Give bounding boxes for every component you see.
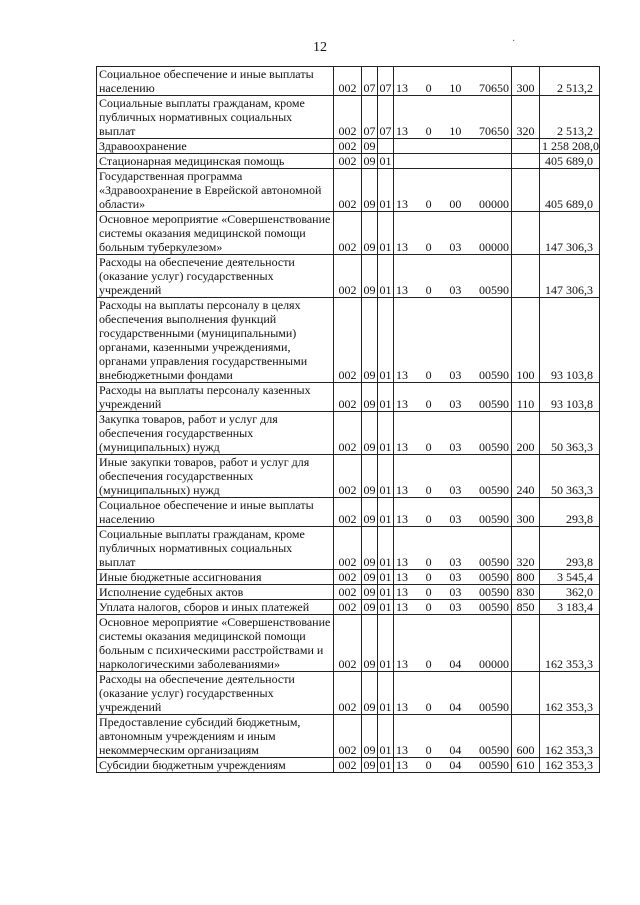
target-code-part: 03 — [449, 570, 462, 584]
table-row — [97, 455, 600, 498]
ministry-code: 002 — [334, 298, 362, 383]
amount-value: 362,0 — [540, 585, 600, 600]
target-article-code — [394, 758, 512, 773]
section-code: 07 — [362, 96, 378, 139]
table-row — [97, 498, 600, 527]
target-code-part: 04 — [449, 700, 462, 714]
expense-name: Субсидии бюджетным учреждениям — [97, 758, 334, 773]
target-code-part: 10 — [449, 81, 462, 95]
expense-name: Расходы на выплаты персоналу в целях обеспечения выполнения функций государственными (муниципальными) органами, казенными учреждениями, органами управления государственными внебюджетными фондами — [97, 298, 334, 383]
subsection-code: 01 — [378, 715, 394, 758]
target-code-part: 70650 — [478, 124, 509, 138]
ministry-code: 002 — [334, 212, 362, 255]
corner-mark: · — [512, 36, 516, 47]
expense-type-code — [512, 154, 540, 169]
ministry-code: 002 — [334, 715, 362, 758]
subsection-code: 07 — [378, 96, 394, 139]
target-code-part: 03 — [449, 512, 462, 526]
subsection-code: 01 — [379, 585, 392, 599]
expense-name: Государственная программа «Здравоохранение в Еврейской автономной области» — [97, 169, 334, 212]
expense-type-code: 850 — [512, 600, 540, 615]
target-code-part: 04 — [449, 743, 462, 757]
expense-name: Расходы на обеспечение деятельности (оказание услуг) государственных учреждений — [97, 255, 334, 298]
subsection-code: 01 — [378, 527, 394, 570]
table-row — [97, 585, 600, 600]
target-code-part: 00590 — [478, 600, 509, 614]
table-row — [97, 715, 600, 758]
section-code: 09 — [363, 600, 376, 614]
section-code: 09 — [362, 498, 378, 527]
ministry-code: 002 — [334, 169, 362, 212]
target-article-code — [394, 585, 512, 600]
target-article-code — [394, 600, 512, 615]
section-code: 09 — [362, 527, 378, 570]
table-row — [97, 412, 600, 455]
expense-type-code: 100 — [512, 298, 540, 383]
subsection-code: 01 — [378, 255, 394, 298]
amount-value: 50 363,3 — [540, 412, 600, 455]
ministry-code: 002 — [334, 139, 362, 154]
amount-value: 162 353,3 — [540, 758, 600, 773]
subsection-code: 01 — [379, 600, 392, 614]
subsection-code: 01 — [378, 412, 394, 455]
amount-value: 147 306,3 — [540, 212, 600, 255]
section-code: 09 — [363, 585, 376, 599]
ministry-code: 002 — [334, 255, 362, 298]
target-code-part: 03 — [449, 240, 462, 254]
ministry-code: 002 — [334, 758, 362, 773]
target-code-part: 0 — [425, 758, 432, 772]
ministry-code: 002 — [334, 455, 362, 498]
ministry-code: 002 — [334, 585, 362, 600]
amount-value: 405 689,0 — [540, 154, 600, 169]
expense-name: Расходы на обеспечение деятельности (оказание услуг) государственных учреждений — [97, 672, 334, 715]
expense-type-code: 800 — [512, 570, 540, 585]
target-code-part: 03 — [449, 397, 462, 411]
table-row — [97, 154, 600, 169]
target-code-part: 10 — [449, 124, 462, 138]
target-code-part: 00 — [449, 197, 462, 211]
section-code: 09 — [362, 212, 378, 255]
target-code-part: 13 — [396, 197, 408, 211]
amount-value: 293,8 — [540, 527, 600, 570]
expense-type-code: 830 — [512, 585, 540, 600]
amount-value: 93 103,8 — [540, 383, 600, 412]
amount-value: 293,8 — [540, 498, 600, 527]
subsection-code: 01 — [378, 383, 394, 412]
expense-type-code: 240 — [512, 455, 540, 498]
expense-type-code: 200 — [512, 412, 540, 455]
expense-name: Основное мероприятие «Совершенствование системы оказания медицинской помощи больным с психическими расстройствами и наркологическими заболеваниями» — [97, 615, 334, 672]
table-row — [97, 527, 600, 570]
target-code-part: 13 — [396, 570, 408, 584]
target-code-part: 13 — [396, 512, 408, 526]
target-code-part: 00590 — [478, 440, 509, 454]
target-code-part: 03 — [449, 440, 462, 454]
target-code-part: 0 — [425, 124, 432, 138]
section-code: 09 — [363, 758, 376, 772]
target-code-part: 00590 — [478, 758, 509, 772]
target-code-part: 03 — [449, 555, 462, 569]
target-code-part: 0 — [425, 585, 432, 599]
section-code: 09 — [362, 298, 378, 383]
amount-value: 162 353,3 — [540, 715, 600, 758]
expense-name: Социальное обеспечение и иные выплаты населению — [97, 498, 334, 527]
target-code-part: 00000 — [478, 240, 509, 254]
expense-name: Закупка товаров, работ и услуг для обеспечения государственных (муниципальных) нужд — [97, 412, 334, 455]
expense-type-code: 600 — [512, 715, 540, 758]
target-code-part: 0 — [425, 700, 432, 714]
section-code: 09 — [363, 139, 376, 153]
table-row — [97, 298, 600, 383]
amount-value: 50 363,3 — [540, 455, 600, 498]
target-article-code — [394, 154, 512, 169]
expense-type-code — [512, 212, 540, 255]
target-code-part: 13 — [396, 483, 408, 497]
target-code-part: 13 — [396, 555, 408, 569]
target-article-code — [394, 255, 512, 298]
amount-value: 2 513,2 — [540, 67, 600, 96]
target-article-code — [394, 715, 512, 758]
target-code-part: 03 — [449, 283, 462, 297]
amount-value: 2 513,2 — [540, 96, 600, 139]
expense-name: Социальное обеспечение и иные выплаты населению — [97, 67, 334, 96]
expense-name: Иные бюджетные ассигнования — [97, 570, 334, 585]
expense-name: Иные закупки товаров, работ и услуг для обеспечения государственных (муниципальных) нужд — [97, 455, 334, 498]
ministry-code: 002 — [334, 96, 362, 139]
target-code-part: 00590 — [478, 585, 509, 599]
ministry-code: 002 — [334, 383, 362, 412]
subsection-code: 01 — [378, 455, 394, 498]
ministry-code: 002 — [334, 570, 362, 585]
target-article-code — [394, 139, 512, 154]
target-code-part: 0 — [425, 657, 432, 671]
subsection-code: 01 — [379, 570, 392, 584]
section-code: 09 — [362, 169, 378, 212]
amount-value: 3 183,4 — [540, 600, 600, 615]
target-code-part: 13 — [396, 585, 408, 599]
target-code-part: 00590 — [478, 368, 509, 382]
target-article-code — [394, 412, 512, 455]
target-code-part: 0 — [425, 600, 432, 614]
subsection-code — [378, 139, 394, 154]
amount-value: 162 353,3 — [540, 672, 600, 715]
target-code-part: 0 — [425, 570, 432, 584]
expense-name: Уплата налогов, сборов и иных платежей — [97, 600, 334, 615]
section-code: 09 — [362, 383, 378, 412]
target-code-part: 03 — [449, 585, 462, 599]
page-number: 12 — [313, 40, 327, 55]
subsection-code: 01 — [378, 615, 394, 672]
expense-name: Здравоохранение — [97, 139, 334, 154]
target-code-part: 00590 — [478, 700, 509, 714]
table-row — [97, 570, 600, 585]
target-code-part: 00000 — [478, 657, 509, 671]
target-code-part: 0 — [425, 368, 432, 382]
budget-table-body — [97, 67, 600, 773]
expense-type-code: 320 — [512, 96, 540, 139]
expense-type-code — [512, 255, 540, 298]
ministry-code: 002 — [334, 67, 362, 96]
target-code-part: 00590 — [478, 283, 509, 297]
target-code-part: 13 — [396, 81, 408, 95]
expense-name: Основное мероприятие «Совершенствование системы оказания медицинской помощи больным туберкулезом» — [97, 212, 334, 255]
target-code-part: 13 — [396, 758, 408, 772]
target-code-part: 13 — [396, 657, 408, 671]
amount-value: 162 353,3 — [540, 615, 600, 672]
target-article-code — [394, 67, 512, 96]
ministry-code: 002 — [334, 672, 362, 715]
target-code-part: 03 — [449, 368, 462, 382]
target-code-part: 13 — [396, 440, 408, 454]
subsection-code: 01 — [379, 758, 392, 772]
target-code-part: 13 — [396, 368, 408, 382]
section-code: 09 — [362, 412, 378, 455]
ministry-code: 002 — [334, 527, 362, 570]
subsection-code: 01 — [378, 212, 394, 255]
amount-value: 405 689,0 — [540, 169, 600, 212]
table-row — [97, 139, 600, 154]
expense-name: Социальные выплаты гражданам, кроме публичных нормативных социальных выплат — [97, 527, 334, 570]
target-code-part: 13 — [396, 743, 408, 757]
expense-type-code: 110 — [512, 383, 540, 412]
target-code-part: 0 — [425, 483, 432, 497]
table-row — [97, 96, 600, 139]
amount-value: 93 103,8 — [540, 298, 600, 383]
section-code: 09 — [362, 455, 378, 498]
target-code-part: 0 — [425, 283, 432, 297]
amount-value: 1 258 208,0 — [540, 139, 600, 154]
expense-name: Социальные выплаты гражданам, кроме публичных нормативных социальных выплат — [97, 96, 334, 139]
expense-type-code — [512, 615, 540, 672]
target-article-code — [394, 298, 512, 383]
subsection-code: 01 — [379, 154, 392, 168]
target-code-part: 13 — [396, 283, 408, 297]
target-code-part: 0 — [425, 240, 432, 254]
target-code-part: 00000 — [478, 197, 509, 211]
subsection-code: 01 — [378, 498, 394, 527]
target-article-code — [394, 615, 512, 672]
target-article-code — [394, 383, 512, 412]
expense-name: Расходы на выплаты персоналу казенных учреждений — [97, 383, 334, 412]
target-code-part: 13 — [396, 600, 408, 614]
target-code-part: 00590 — [478, 397, 509, 411]
table-row — [97, 600, 600, 615]
section-code: 07 — [362, 67, 378, 96]
subsection-code: 01 — [378, 298, 394, 383]
table-row — [97, 169, 600, 212]
subsection-code: 07 — [378, 67, 394, 96]
target-code-part: 04 — [449, 758, 462, 772]
target-code-part: 00590 — [478, 555, 509, 569]
expense-name: Стационарная медицинская помощь — [97, 154, 334, 169]
section-code: 09 — [362, 615, 378, 672]
target-code-part: 0 — [425, 743, 432, 757]
target-article-code — [394, 96, 512, 139]
table-row — [97, 212, 600, 255]
table-row — [97, 758, 600, 773]
target-code-part: 0 — [425, 81, 432, 95]
table-row — [97, 67, 600, 96]
table-row — [97, 255, 600, 298]
expense-type-code — [512, 672, 540, 715]
target-code-part: 13 — [396, 397, 408, 411]
target-code-part: 00590 — [478, 512, 509, 526]
subsection-code: 01 — [378, 169, 394, 212]
expense-type-code — [512, 139, 540, 154]
amount-value: 147 306,3 — [540, 255, 600, 298]
target-article-code — [394, 455, 512, 498]
expense-type-code: 610 — [512, 758, 540, 773]
target-code-part: 0 — [425, 512, 432, 526]
target-code-part: 03 — [449, 483, 462, 497]
subsection-code: 01 — [378, 672, 394, 715]
ministry-code: 002 — [334, 615, 362, 672]
expense-type-code — [512, 169, 540, 212]
target-code-part: 00590 — [478, 743, 509, 757]
expense-name: Предоставление субсидий бюджетным, автономным учреждениям и иным некоммерческим организациям — [97, 715, 334, 758]
section-code: 09 — [362, 255, 378, 298]
target-code-part: 70650 — [478, 81, 509, 95]
expense-type-code: 300 — [512, 498, 540, 527]
target-code-part: 13 — [396, 700, 408, 714]
section-code: 09 — [362, 672, 378, 715]
target-code-part: 0 — [425, 555, 432, 569]
ministry-code: 002 — [334, 498, 362, 527]
ministry-code: 002 — [334, 600, 362, 615]
target-article-code — [394, 212, 512, 255]
target-article-code — [394, 672, 512, 715]
ministry-code: 002 — [334, 412, 362, 455]
table-row — [97, 383, 600, 412]
target-code-part: 0 — [425, 397, 432, 411]
target-code-part: 13 — [396, 240, 408, 254]
expense-type-code: 320 — [512, 527, 540, 570]
section-code: 09 — [362, 715, 378, 758]
target-article-code — [394, 498, 512, 527]
budget-table — [96, 66, 600, 773]
target-article-code — [394, 570, 512, 585]
section-code: 09 — [363, 154, 376, 168]
expense-name: Исполнение судебных актов — [97, 585, 334, 600]
table-row — [97, 672, 600, 715]
target-code-part: 0 — [425, 197, 432, 211]
target-code-part: 0 — [425, 440, 432, 454]
target-code-part: 00590 — [478, 483, 509, 497]
target-code-part: 03 — [449, 600, 462, 614]
table-row — [97, 615, 600, 672]
target-article-code — [394, 527, 512, 570]
expense-type-code: 300 — [512, 67, 540, 96]
target-code-part: 00590 — [478, 570, 509, 584]
amount-value: 3 545,4 — [540, 570, 600, 585]
target-code-part: 04 — [449, 657, 462, 671]
target-code-part: 13 — [396, 124, 408, 138]
target-article-code — [394, 169, 512, 212]
section-code: 09 — [363, 570, 376, 584]
ministry-code: 002 — [334, 154, 362, 169]
